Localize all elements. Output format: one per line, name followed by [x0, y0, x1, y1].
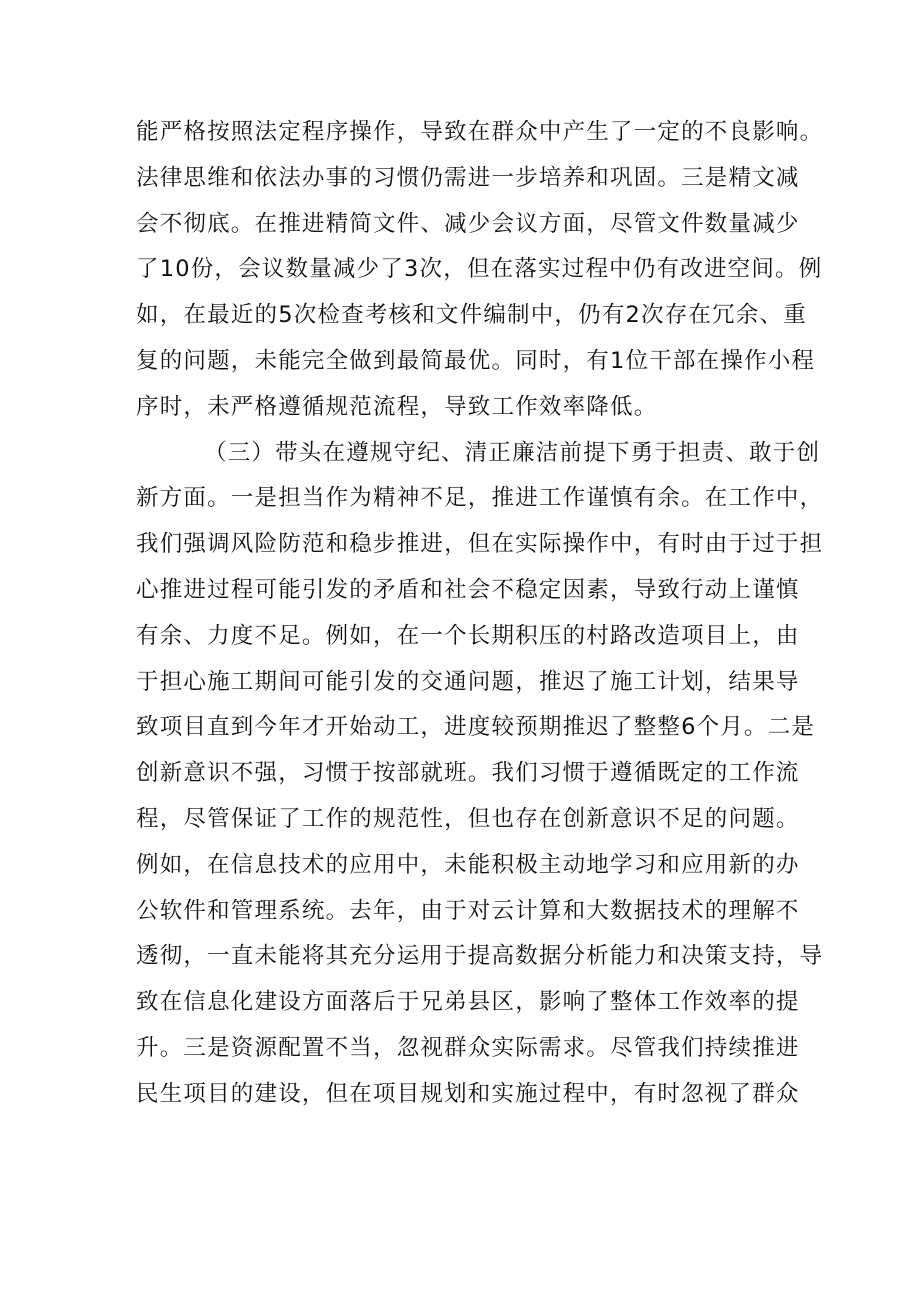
text-line-20: 致在信息化建设方面落后于兄弟县区，影响了整体工作效率的提 — [136, 989, 800, 1016]
text-line-16: 程，尽管保证了工作的规范性，但也存在创新意识不足的问题。 — [136, 805, 800, 832]
text-line-1: 能严格按照法定程序操作，导致在群众中产生了一定的不良影响。 — [136, 119, 824, 145]
text-line-12: 有余、力度不足。例如，在一个长期积压的村路改造项目上，由 — [136, 622, 800, 649]
document-body — [136, 110, 824, 1118]
text-line-15: 创新意识不强，习惯于按部就班。我们习惯于遵循既定的工作流 — [136, 760, 800, 787]
text-line-4: 了10份，会议数量减少了3次，但在落实过程中仍有改进空间。例 — [136, 256, 823, 283]
text-line-11: 心推进过程可能引发的矛盾和社会不稳定因素，导致行动上谨慎 — [136, 576, 800, 603]
text-line-18: 公软件和管理系统。去年，由于对云计算和大数据技术的理解不 — [136, 897, 800, 924]
text-line-22: 民生项目的建设，但在项目规划和实施过程中，有时忽视了群众 — [136, 1080, 800, 1107]
section-heading-line: （三）带头在遵规守纪、清正廉洁前提下勇于担责、敢于创 — [204, 439, 821, 466]
text-line-19: 透彻，一直未能将其充分运用于提高数据分析能力和决策支持，导 — [136, 943, 824, 970]
text-line-14: 致项目直到今年才开始动工，进度较预期推迟了整整6个月。二是 — [136, 714, 816, 741]
text-line-6: 复的问题，未能完全做到最简最优。同时，有1位干部在操作小程 — [136, 347, 816, 374]
text-line-21: 升。三是资源配置不当，忽视群众实际需求。尽管我们持续推进 — [136, 1034, 800, 1061]
text-line-2: 法律思维和依法办事的习惯仍需进一步培养和巩固。三是精文减 — [136, 164, 800, 191]
text-line-5: 如，在最近的5次检查考核和文件编制中，仍有2次存在冗余、重 — [136, 302, 807, 329]
text-line-9: 新方面。一是担当作为精神不足，推进工作谨慎有余。在工作中， — [136, 485, 824, 512]
text-line-3: 会不彻底。在推进精简文件、减少会议方面，尽管文件数量减少 — [136, 210, 800, 237]
text-line-7: 序时，未严格遵循规范流程，导致工作效率降低。 — [136, 393, 658, 420]
text-line-13: 于担心施工期间可能引发的交通问题，推迟了施工计划，结果导 — [136, 668, 800, 695]
text-line-17: 例如，在信息技术的应用中，未能积极主动地学习和应用新的办 — [136, 851, 800, 878]
text-line-10: 我们强调风险防范和稳步推进，但在实际操作中，有时由于过于担 — [136, 531, 824, 558]
